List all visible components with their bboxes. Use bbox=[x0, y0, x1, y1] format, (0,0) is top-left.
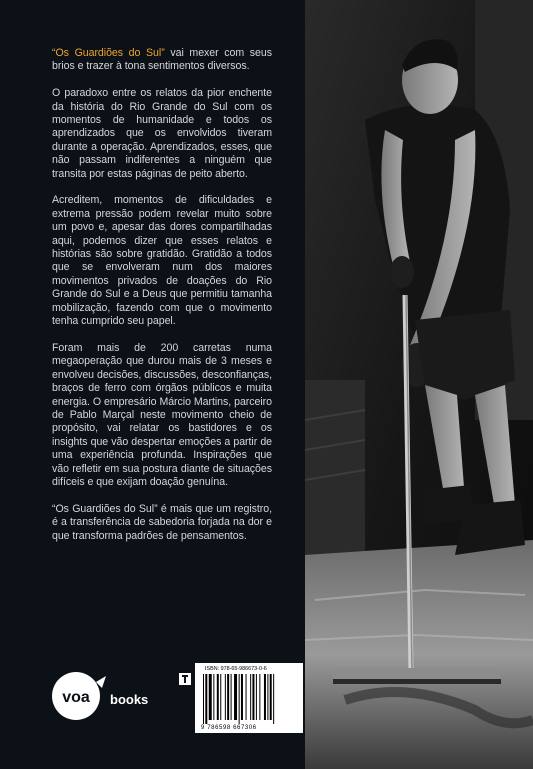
synopsis-text bbox=[52, 47, 272, 556]
publisher-mark-icon bbox=[178, 672, 192, 686]
paragraph-3: Acreditem, momentos de dificuldades e extrema pressão podem revelar muito sobre um povo e, apesar das dores compartilhadas aqui, podemos dizer que esses relatos e histórias são sobre gratidão. Gratidão a todos que se envolveram num dos maiores movimentos privados de doações do Rio Grande do Sul e a Deus que permitiu tamanha mobilização, fazendo com que o movimento tenha cumprido seu papel. bbox=[52, 194, 272, 328]
publisher-name: books bbox=[110, 692, 149, 707]
paragraph-5: “Os Guardiões do Sul” é mais que um registro, é a transferência de sabedoria forjada na dor e que transforma padrões de pensamentos. bbox=[52, 502, 272, 542]
isbn-label: ISBN: 978-65-986673-0-6 bbox=[205, 666, 267, 672]
logo-mark-text: voa bbox=[62, 689, 90, 706]
isbn-digits: 9 786598 667306 bbox=[201, 725, 257, 731]
paragraph-1: “Os Guardiões do Sul” vai mexer com seus brios e trazer à tona sentimentos diversos. bbox=[52, 47, 272, 73]
voa-logo-icon bbox=[52, 668, 108, 724]
barcode-bars bbox=[203, 674, 295, 724]
book-title-highlight: “Os Guardiões do Sul” bbox=[52, 47, 165, 59]
cover-photo bbox=[305, 0, 533, 769]
paragraph-4: Foram mais de 200 carretas numa megaoperação que durou mais de 3 meses e envolveu decisões, discussões, desconfianças, braços de ferro com órgãos públicos e muita energia. O empresário Márcio Martins, parceiro de Pablo Marçal neste movimento cheio de propósito, vai relatar os bastidores e os insights que vão despertar emoções a partir de uma experiência profunda. Inspirações que vão refletir em sua postura diante de situações difíceis e que exijam doação genuína. bbox=[52, 341, 272, 488]
isbn-barcode bbox=[195, 663, 303, 733]
paragraph-2: O paradoxo entre os relatos da pior enchente da história do Rio Grande do Sul com os momentos de humanidade e todos os aprendizados que os envolvidos tiveram durante a operação. Aprendizados, esses, que não passam indiferentes a ninguém que transita por estas páginas de peito aberto. bbox=[52, 87, 272, 180]
